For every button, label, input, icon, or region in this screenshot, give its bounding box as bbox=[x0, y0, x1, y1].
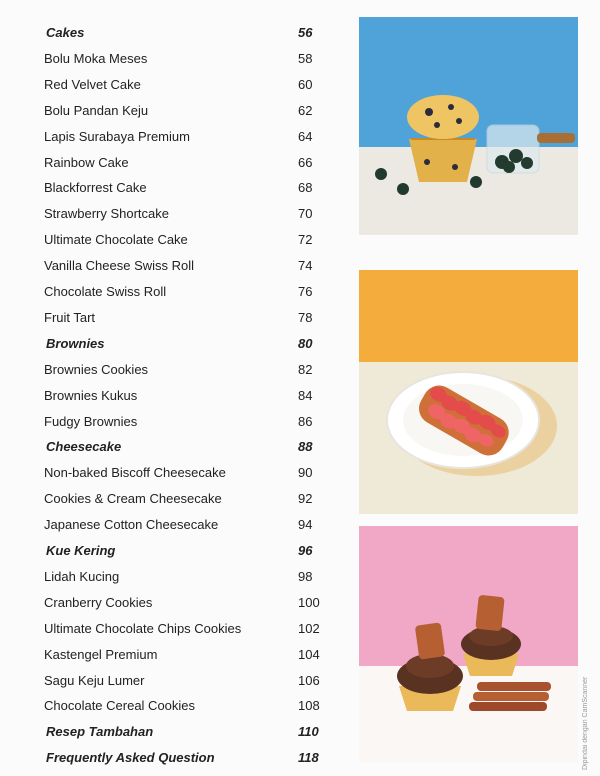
toc-entry bbox=[0, 256, 340, 276]
toc-entry-title: Resep Tambahan bbox=[46, 724, 154, 740]
toc-entry-title: Chocolate Swiss Roll bbox=[44, 284, 167, 299]
toc-section-heading bbox=[0, 437, 340, 457]
toc-entry-page-number: 96 bbox=[298, 543, 313, 558]
toc-entry bbox=[0, 230, 340, 250]
toc-entry-page-number: 74 bbox=[298, 258, 313, 274]
toc-entry-page-number: 92 bbox=[298, 491, 313, 507]
toc-entry bbox=[0, 489, 340, 509]
toc-entry-title: Frequently Asked Question bbox=[46, 750, 215, 766]
toc-entry-title: Chocolate Cereal Cookies bbox=[44, 698, 196, 714]
toc-section-heading bbox=[0, 334, 340, 354]
toc-entry-page-number: 94 bbox=[298, 517, 313, 533]
toc-entry-title: Kue Kering bbox=[46, 543, 116, 558]
toc-entry-title: Lidah Kucing bbox=[44, 568, 120, 584]
toc-entry-title: Cranberry Cookies bbox=[44, 594, 153, 610]
toc-entry bbox=[0, 360, 340, 380]
toc-entry bbox=[0, 515, 340, 535]
toc-entry-page-number: 72 bbox=[298, 232, 313, 248]
toc-entry-page-number: 70 bbox=[298, 206, 313, 222]
toc-entry bbox=[0, 593, 340, 613]
toc-entry-page-number: 106 bbox=[298, 672, 320, 688]
toc-entry-title: Fruit Tart bbox=[44, 309, 96, 325]
toc-entry-page-number: 66 bbox=[298, 154, 313, 170]
toc-entry-page-number: 58 bbox=[298, 50, 313, 66]
toc-entry-page-number: 86 bbox=[298, 413, 313, 429]
toc-entry bbox=[0, 153, 340, 173]
toc-entry-page-number: 108 bbox=[298, 698, 320, 714]
toc-entry-title: Fudgy Brownies bbox=[44, 413, 138, 429]
toc-entry bbox=[0, 463, 340, 483]
toc-entry-page-number: 62 bbox=[298, 102, 313, 118]
toc-entry bbox=[0, 178, 340, 198]
toc-entry bbox=[0, 49, 340, 69]
toc-entry-page-number: 60 bbox=[298, 76, 313, 92]
muffin-illustration bbox=[359, 17, 578, 235]
toc-entry-page-number: 98 bbox=[298, 568, 313, 584]
toc-entry-title: Bolu Moka Meses bbox=[44, 50, 148, 66]
toc-entry-title: Cheesecake bbox=[46, 439, 122, 455]
toc-entry-title: Cakes bbox=[46, 25, 85, 40]
toc-entry bbox=[0, 696, 340, 716]
toc-entry-page-number: 118 bbox=[298, 750, 319, 766]
toc-entry-page-number: 102 bbox=[298, 620, 320, 636]
scanner-watermark: Dipindai dengan CamScanner bbox=[582, 676, 589, 770]
toc-entry-title: Ultimate Chocolate Cake bbox=[44, 232, 188, 248]
toc-entry-page-number: 88 bbox=[298, 439, 313, 455]
toc-entry bbox=[0, 282, 340, 302]
toc-entry-title: Sagu Keju Lumer bbox=[44, 672, 145, 688]
toc-entry bbox=[0, 101, 340, 121]
toc-entry-title: Red Velvet Cake bbox=[44, 76, 141, 92]
toc-section-heading bbox=[0, 748, 340, 768]
toc-entry bbox=[0, 204, 340, 224]
toc-entry bbox=[0, 127, 340, 147]
toc-entry-title: Rainbow Cake bbox=[44, 154, 129, 170]
toc-entry-title: Bolu Pandan Keju bbox=[44, 102, 149, 118]
toc-entry-page-number: 76 bbox=[298, 284, 313, 299]
toc-entry-title: Non-baked Biscoff Cheesecake bbox=[44, 465, 226, 481]
toc-entry-page-number: 100 bbox=[298, 594, 320, 610]
toc-entry-page-number: 84 bbox=[298, 387, 313, 403]
toc-entry-page-number: 78 bbox=[298, 309, 313, 325]
photo-pastry bbox=[359, 270, 578, 514]
toc-entry bbox=[0, 645, 340, 665]
toc-entry-title: Strawberry Shortcake bbox=[44, 206, 169, 222]
pastry-illustration bbox=[359, 270, 578, 514]
toc-entry-title: Brownies bbox=[46, 335, 105, 351]
toc-entry-title: Cookies & Cream Cheesecake bbox=[44, 491, 222, 507]
toc-entry-page-number: 82 bbox=[298, 361, 313, 377]
toc-entry-title: Brownies Kukus bbox=[44, 387, 138, 403]
toc-entry-title: Blackforrest Cake bbox=[44, 180, 147, 196]
toc-entry-page-number: 68 bbox=[298, 180, 313, 196]
toc-entry-page-number: 110 bbox=[298, 724, 319, 740]
toc-entry-page-number: 104 bbox=[298, 646, 320, 662]
toc-entry bbox=[0, 308, 340, 328]
photo-muffin bbox=[359, 17, 578, 235]
toc-entry-title: Lapis Surabaya Premium bbox=[44, 128, 190, 144]
toc-entry bbox=[0, 567, 340, 587]
photo-cupcakes bbox=[359, 526, 578, 762]
toc-entry bbox=[0, 671, 340, 691]
toc-entry bbox=[0, 619, 340, 639]
toc-entry-title: Brownies Cookies bbox=[44, 361, 149, 377]
toc-entry bbox=[0, 386, 340, 406]
toc-section-heading bbox=[0, 541, 340, 561]
toc-entry-page-number: 64 bbox=[298, 128, 313, 144]
toc-entry-title: Kastengel Premium bbox=[44, 646, 158, 662]
toc-section-heading bbox=[0, 23, 340, 43]
toc-entry-title: Ultimate Chocolate Chips Cookies bbox=[44, 620, 242, 636]
toc-entry-title: Vanilla Cheese Swiss Roll bbox=[44, 258, 195, 274]
toc-entry-page-number: 80 bbox=[298, 335, 313, 351]
toc-entry bbox=[0, 412, 340, 432]
page-edge-marks bbox=[0, 560, 6, 742]
toc-entry bbox=[0, 75, 340, 95]
cupcake-illustration bbox=[359, 526, 578, 762]
toc-entry-page-number: 56 bbox=[298, 25, 313, 40]
toc-entry-page-number: 90 bbox=[298, 465, 313, 481]
toc-entry-title: Japanese Cotton Cheesecake bbox=[44, 517, 219, 533]
toc-section-heading bbox=[0, 722, 340, 742]
